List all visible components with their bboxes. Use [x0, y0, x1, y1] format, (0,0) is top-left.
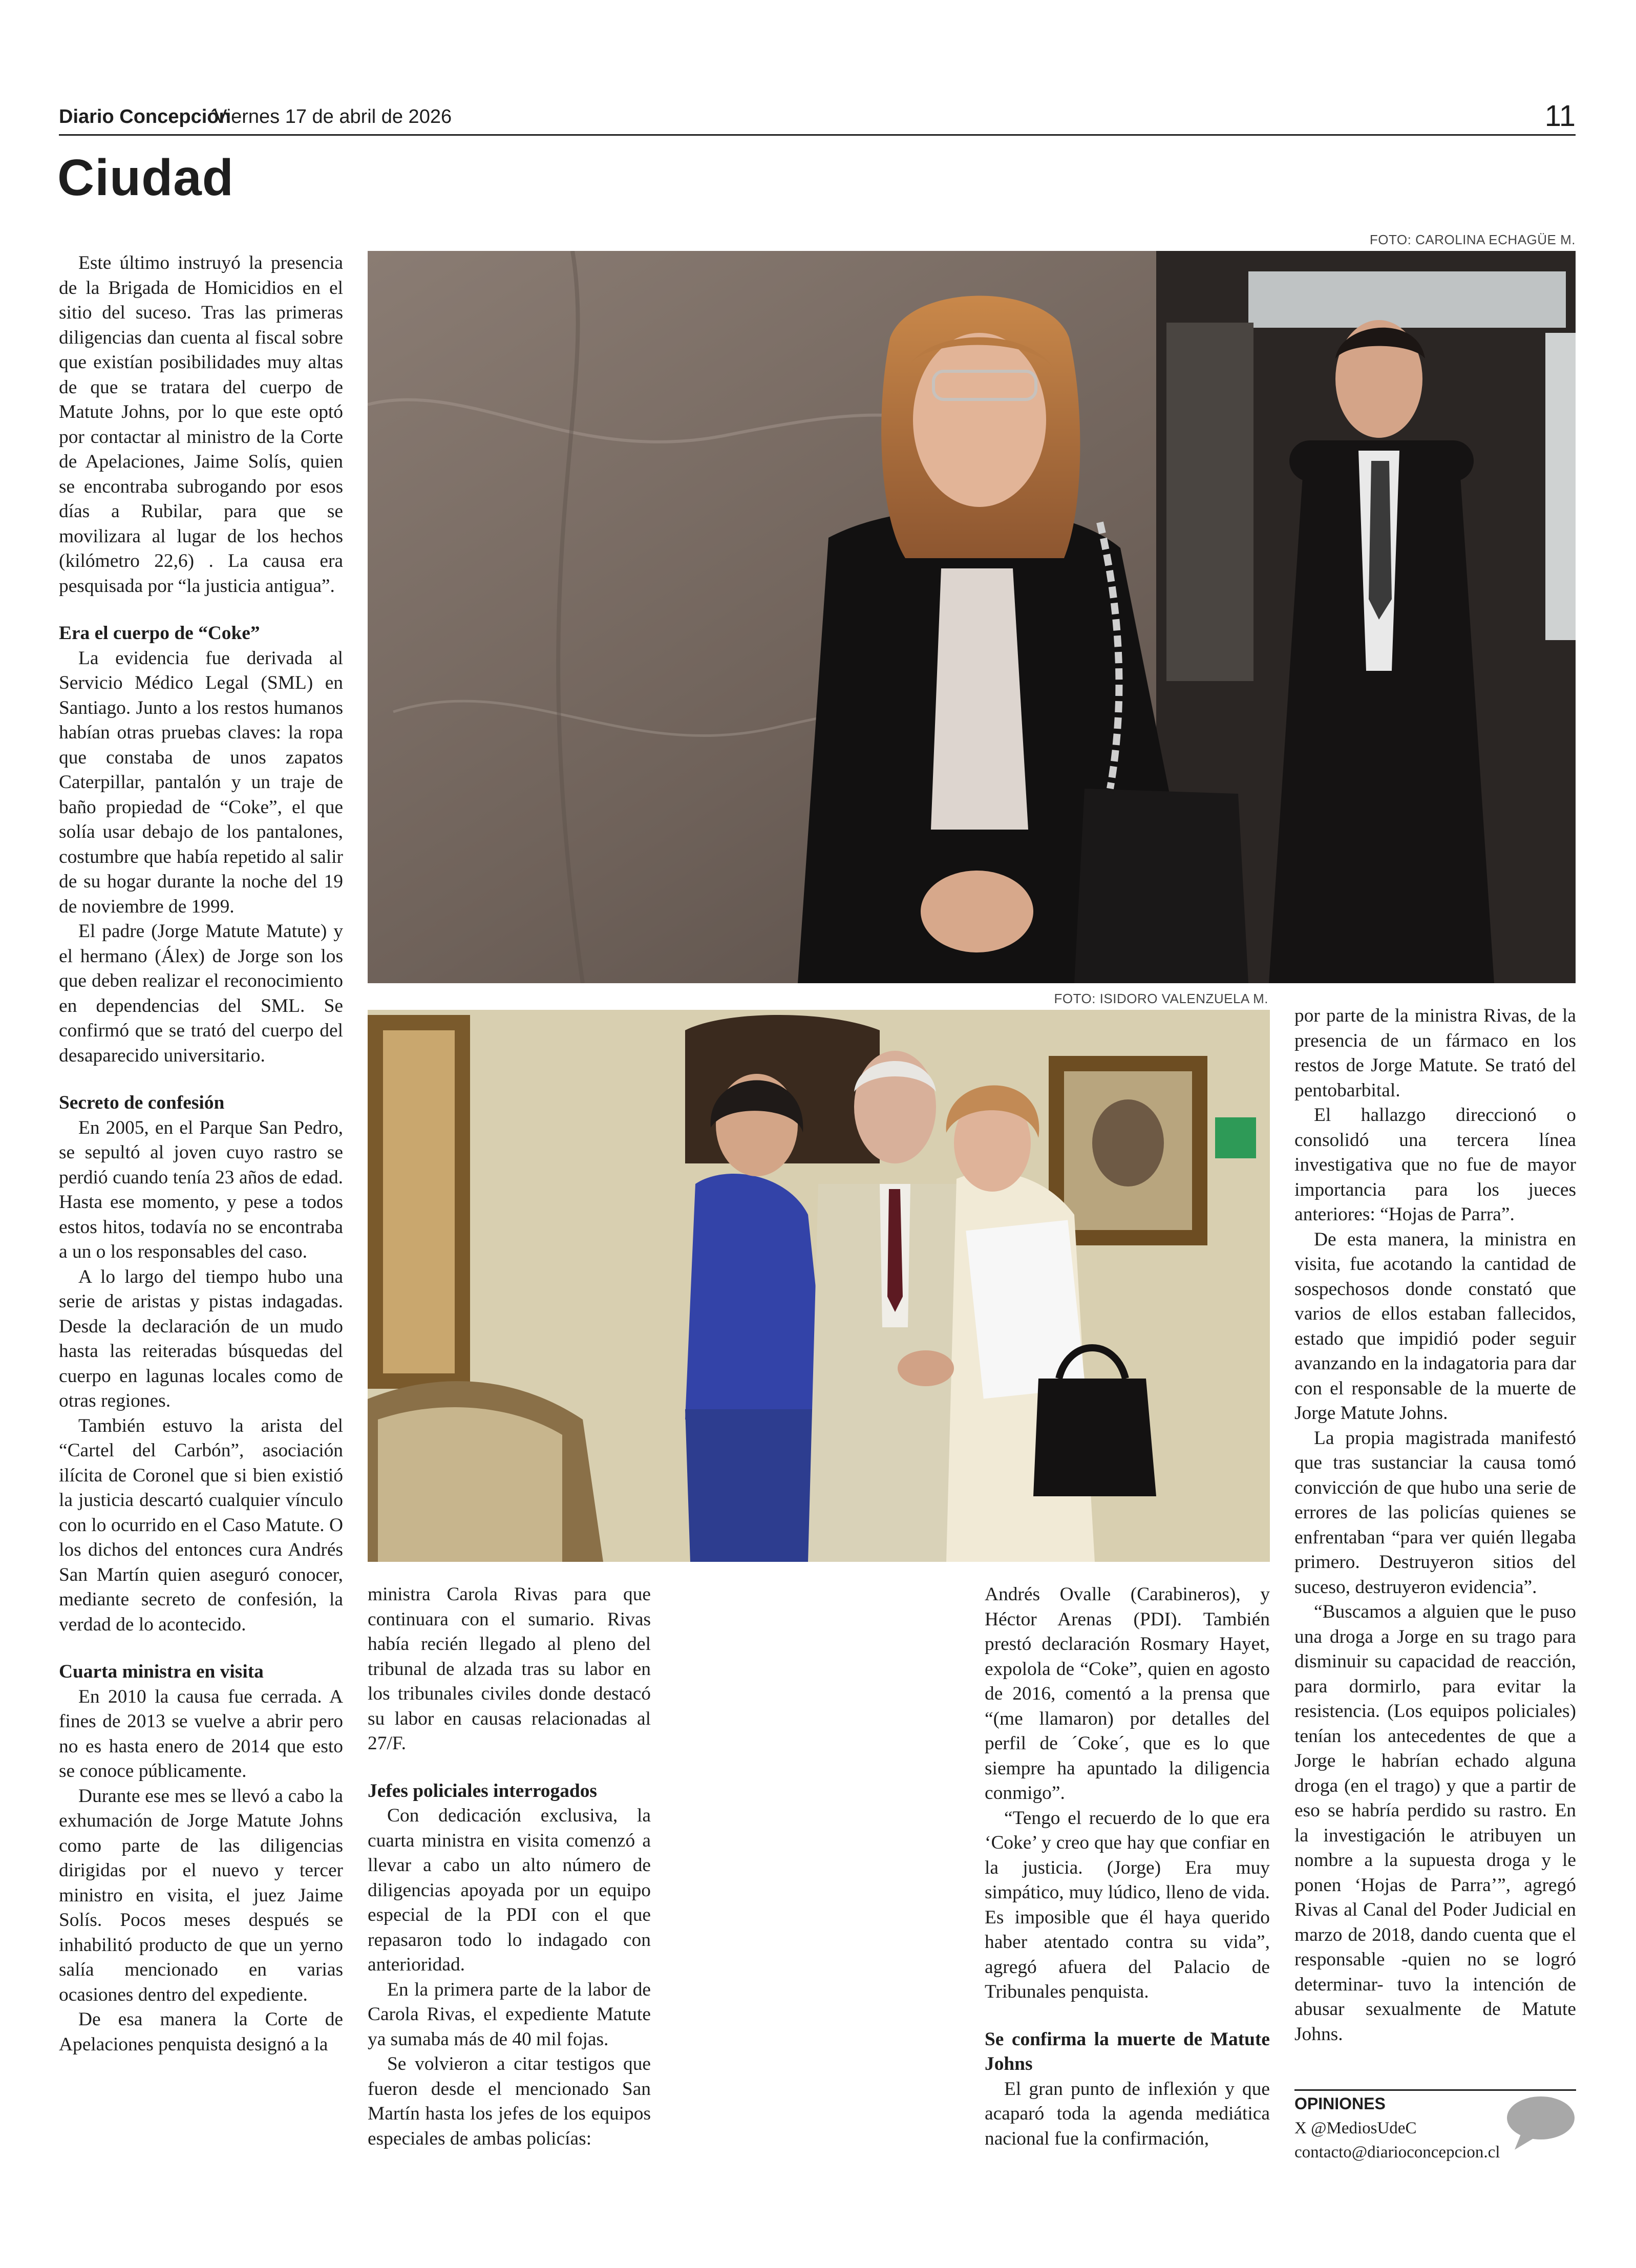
paragraph: Con dedicación exclusiva, la cuarta ministra en visita comenzó a llevar a cabo un alto número de diligencias apoyada por un equipo especial de la PDI con el que repasaron todo lo indagado con anterioridad.	[368, 1805, 651, 1975]
paragraph: El gran punto de inflexión y que acaparó toda la agenda mediática nacional fue la confirmación,	[985, 2078, 1270, 2149]
issue-date: Viernes 17 de abril de 2026	[214, 106, 452, 128]
paragraph: De esa manera la Corte de Apelaciones penquista designó a la	[59, 2009, 343, 2055]
paragraph: La propia magistrada manifestó que tras sustanciar la causa tomó convicción de que hubo una serie de errores de las policías quienes se enfrentaban “para ver quién llegaba primero. Destruyeron sitios del suceso, destruyeron evidencia”.	[1294, 1427, 1576, 1598]
paragraph: La evidencia fue derivada al Servicio Médico Legal (SML) en Santiago. Junto a los restos humanos habían otras pruebas claves: la ropa que constaba de unos zapatos Caterpillar, pantalón y un traje de baño propiedad de “Coke”, el que solía usar debajo de los pantalones, costumbre que había repetido al salir de su hogar durante la noche del 19 de noviembre de 1999.	[59, 647, 343, 917]
bottom-photo-illustration	[368, 1010, 1270, 1562]
paragraph: “Buscamos a alguien que le puso una droga a Jorge en su trago para disminuir su capacidad de reacción, para dormirlo, para evitar la resistencia. (Los equipos policiales) tenían los antecedentes de que a Jorge le habrían echado alguna droga (en el trago) y que a partir de eso se habría perdido su rastro. En la investigación le atribuyen un nombre a la supuesta droga y le ponen ‘Hojas de Parra’”, agregó Rivas al Canal del Poder Judicial en marzo de 2018, dando cuenta que el responsable -quien no se logró determinar- tuvo la intención de abusar sexualmente de Matute Johns.	[1294, 1601, 1576, 2045]
paragraph: En 2010 la causa fue cerrada. A fines de 2013 se vuelve a abrir pero no es hasta enero de 2014 que esto se conoce públicamente.	[59, 1686, 343, 1782]
subheading: Jefes policiales interrogados	[368, 1780, 597, 1801]
top-photo-credit: FOTO: CAROLINA ECHAGÜE M.	[1369, 232, 1576, 247]
paragraph: ministra Carola Rivas para que continuara con el sumario. Rivas había recién llegado al pleno del tribunal de alzada tras su labor en los tribunales civiles donde destacó su labor en causas relacionadas al 27/F.	[368, 1584, 651, 1754]
paragraph: El padre (Jorge Matute Matute) y el hermano (Álex) de Jorge son los que deben realizar el reconocimiento en dependencias del SML. Se confirmó que se trató del cuerpo del desaparecido universitario.	[59, 921, 343, 1066]
paragraph: Andrés Ovalle (Carabineros), y Héctor Arenas (PDI). También prestó declaración Rosmary Hayet, expolola de “Coke”, quien en agosto de 2016, comentó a la prensa que “(me llamaron) por detalles del perfil de ´Coke´, que es lo que siempre ha apuntado la diligencia conmigo”.	[985, 1584, 1270, 1804]
paragraph: Durante ese mes se llevó a cabo la exhumación de Jorge Matute Johns como parte de las diligencias dirigidas por el nuevo y tercer ministro en visita, el juez Jaime Solís. Pocos meses después se inhabilitó producto de que un yerno salía mencionado en varias ocasiones dentro del expediente.	[59, 1785, 343, 2005]
subheading: Se confirma la muerte de Matute Johns	[985, 2028, 1270, 2074]
top-photo-illustration	[368, 251, 1576, 983]
paragraph: Este último instruyó la presencia de la Brigada de Homicidios en el sitio del suceso. Tras las primeras diligencias dan cuenta al fiscal sobre que existían posibilidades muy altas de que se tratara del cuerpo de Matute Johns, por lo que este optó por contactar al ministro de la Corte de Apelaciones, Jaime Solís, quien se encontraba subrogando por esos días a Rubilar, para que se movilizara al lugar de los hechos (kilómetro 22,6) . La causa era pesquisada por “la justicia antigua”.	[59, 252, 343, 597]
paragraph: De esta manera, la ministra en visita, fue acotando la cantidad de sospechosos donde constató que varios de ellos estaban fallecidos, estado que impidió poder seguir avanzando en la indagatoria para dar con el responsable de la muerte de Jorge Matute Johns.	[1294, 1228, 1576, 1424]
column-1	[59, 251, 343, 2057]
opinions-rule	[1294, 2089, 1576, 2091]
paragraph: Se volvieron a citar testigos que fueron desde el mencionado San Martín hasta los jefes de los equipos especiales de ambas policías:	[368, 2053, 651, 2149]
subheading: Cuarta ministra en visita	[59, 1661, 264, 1682]
opinions-social: X @MediosUdeC	[1294, 2119, 1417, 2137]
paragraph: En 2005, en el Parque San Pedro, se sepultó al joven cuyo rastro se perdió cuando tenía 23 años de edad. Hasta ese momento, y pese a todos estos hitos, todavía no se encontraba a un o los responsables del caso.	[59, 1117, 343, 1262]
column-3	[985, 1582, 1270, 2151]
column-2	[368, 1582, 651, 2151]
page-number: 11	[1544, 99, 1576, 133]
paragraph: En la primera parte de la labor de Carola Rivas, el expediente Matute ya sumaba más de 40 mil fojas.	[368, 1979, 651, 2050]
paragraph: El hallazgo direccionó o consolidó una tercera línea investigativa que no fue de mayor importancia para los jueces anteriores: “Hojas de Parra”.	[1294, 1105, 1576, 1225]
paragraph: por parte de la ministra Rivas, de la presencia de un fármaco en los restos de Jorge Matute. Se trató del pentobarbital.	[1294, 1005, 1576, 1101]
opinions-email[interactable]: contacto@diarioconcepcion.cl	[1294, 2143, 1500, 2161]
subheading: Era el cuerpo de “Coke”	[59, 623, 260, 644]
section-title: Ciudad	[57, 149, 234, 206]
paragraph: También estuvo la arista del “Cartel del Carbón”, asociación ilícita de Coronel que si bien existió la justicia descartó cualquier vínculo con lo ocurrido en el Caso Matute. O los dichos del entonces cura Andrés San Martín quien aseguró conocer, mediante secreto de confesión, la verdad de lo acontecido.	[59, 1415, 343, 1635]
newspaper-name: Diario Concepción	[59, 106, 231, 128]
bottom-photo-credit: FOTO: ISIDORO VALENZUELA M.	[1054, 991, 1268, 1006]
column-4	[1294, 1004, 1576, 2047]
opinions-title: OPINIONES	[1294, 2094, 1386, 2113]
subheading: Secreto de confesión	[59, 1092, 225, 1113]
top-photo	[368, 251, 1576, 983]
paragraph: “Tengo el recuerdo de lo que era ‘Coke’ y creo que hay que confiar en la justicia. (Jorge) Era muy simpático, muy lúdico, lleno de vida. Es imposible que él haya querido haber atentado contra su vida”, agregó afuera del Palacio de Tribunales penquista.	[985, 1807, 1270, 2002]
header-rule	[59, 134, 1576, 136]
speech-bubble-icon	[1505, 2094, 1576, 2151]
paragraph: A lo largo del tiempo hubo una serie de aristas y pistas indagadas. Desde la declaración de un mudo hasta las reiteradas búsquedas del cuerpo en lagunas locales como de otras regiones.	[59, 1266, 343, 1411]
bottom-photo	[368, 1010, 1270, 1562]
